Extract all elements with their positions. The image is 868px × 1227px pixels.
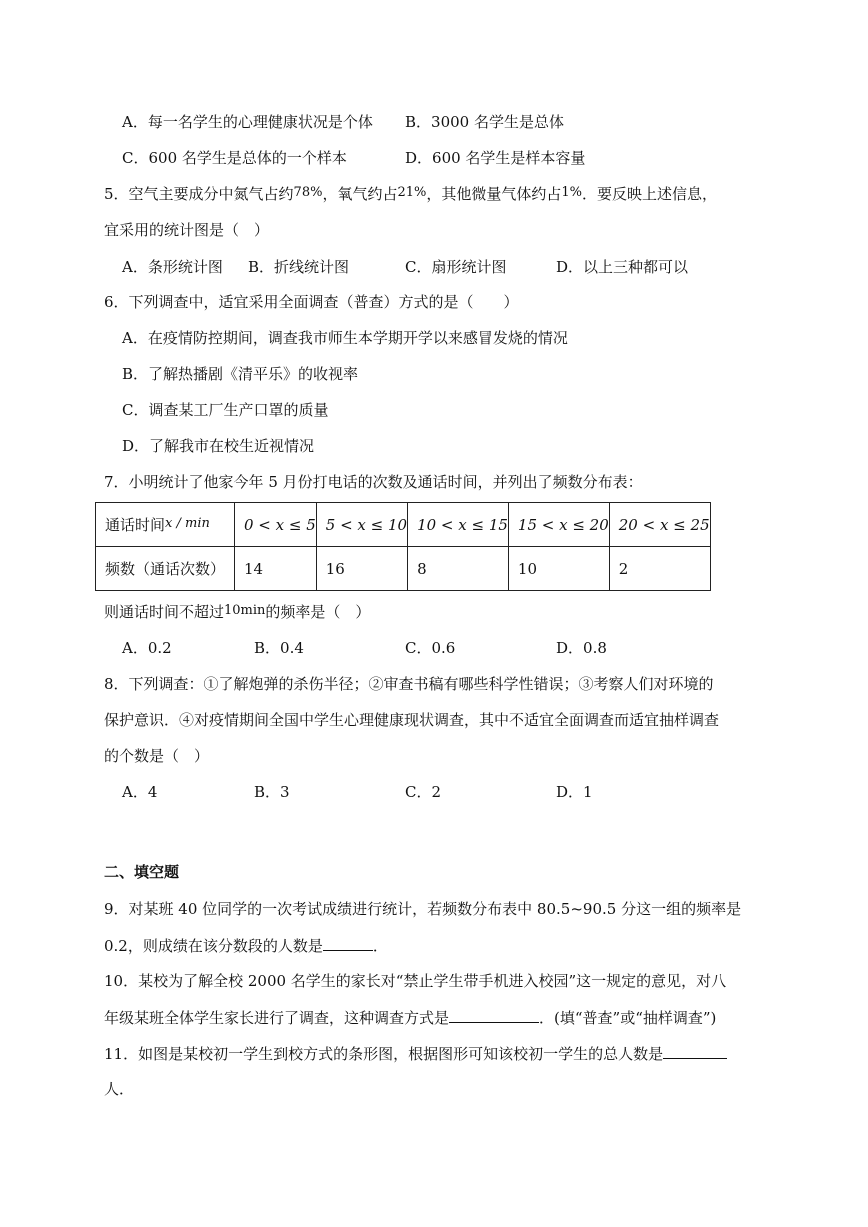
q6-option-a: A．在疫情防控期间，调查我市师生本学期开学以来感冒发烧的情况 [122,329,568,347]
q7-text-a: 则通话时间不超过 [104,603,225,621]
q8-stem-line2: 保护意识．④对疫情期间全国中学生心理健康现状调查，其中不适宜全面调查而适宜抽样调查 [104,711,720,729]
table-cell: 10 [508,547,609,591]
q7-option-c: C．0.6 [405,639,456,657]
q5-text-d: ．要反映上述信息， [582,185,718,203]
table-row [96,503,711,547]
q4-option-c: C．600 名学生是总体的一个样本 [122,149,347,167]
q6-option-c: C．调查某工厂生产口罩的质量 [122,401,329,419]
q5-stem-line1 [104,184,717,206]
table-cell: 2 [609,547,710,591]
q10-text-end: ．(填“普查”或“抽样调查”) [539,1009,717,1027]
q7-text-b: 的频率是（ ） [265,603,371,621]
q10-stem-line1: 10．某校为了解全校 2000 名学生的家长对“禁止学生带手机进入校园”这一规定的意见，对八 [104,972,727,990]
q9-stem-line2 [104,935,388,956]
table-cell: 10 < x ≤ 15 [408,503,509,547]
q9-stem-line1: 9．对某班 40 位同学的一次考试成绩进行统计，若频数分布表中 80.5~90.5 分这一组的频率是 [104,900,742,918]
q11-text: 11．如图是某校初一学生到校方式的条形图，根据图形可知该校初一学生的总人数是 [104,1045,664,1063]
q10-stem-line2 [104,1007,716,1028]
q8-option-c: C．2 [405,783,442,801]
answer-blank[interactable] [449,1007,539,1023]
table-cell: 15 < x ≤ 20 [508,503,609,547]
table-header-cell: 频数（通话次数） [96,547,235,591]
q5-option-d: D．以上三种都可以 [556,258,689,276]
q7-math: 10min [224,603,266,618]
q5-pct-nitrogen: 78% [293,185,323,200]
table-row [96,547,711,591]
time-unit: x / min [165,516,210,531]
q8-stem-line1: 8．下列调查：①了解炮弹的杀伤半径；②审查书稿有哪些科学性错误；③考察人们对环境的 [104,675,714,693]
q5-option-a: A．条形统计图 [122,258,223,276]
q7-stem: 7．小明统计了他家今年 5 月份打电话的次数及通话时间，并列出了频数分布表： [104,473,643,491]
q7-option-b: B．0.4 [254,639,304,657]
q8-stem-line3: 的个数是（ ） [104,747,210,765]
table-cell: 0 < x ≤ 5 [235,503,317,547]
q6-stem: 6．下列调查中，适宜采用全面调查（普查）方式的是（ ） [104,293,519,311]
frequency-table [95,502,711,591]
q5-text-a: 5．空气主要成分中氮气占约 [104,185,294,203]
q8-option-d: D．1 [556,783,593,801]
q4-option-a: A．每一名学生的心理健康状况是个体 [122,113,373,131]
table-cell: 14 [235,547,317,591]
answer-blank[interactable] [323,935,373,951]
q6-option-d: D．了解我市在校生近视情况 [122,437,315,455]
table-cell: 16 [316,547,407,591]
answer-blank[interactable] [663,1043,727,1059]
q5-pct-oxygen: 21% [397,185,427,200]
q8-option-a: A．4 [122,783,158,801]
q7-option-a: A．0.2 [122,639,172,657]
time-label: 通话时间 [105,516,166,534]
q9-text: 0.2，则成绩在该分数段的人数是 [104,937,323,955]
q5-option-b: B．折线统计图 [248,258,350,276]
q5-option-c: C．扇形统计图 [405,258,507,276]
q8-option-b: B．3 [254,783,290,801]
q5-pct-other: 1% [561,185,583,200]
q10-text: 年级某班全体学生家长进行了调查，这种调查方式是 [104,1009,450,1027]
q11-stem-line2: 人． [104,1080,135,1098]
q9-text-end: ． [372,937,388,955]
q4-option-b: B．3000 名学生是总体 [405,113,564,131]
table-cell: 20 < x ≤ 25 [609,503,710,547]
q5-stem-line2: 宜采用的统计图是（ ） [104,221,270,239]
q4-option-d: D．600 名学生是样本容量 [405,149,586,167]
q5-text-b: ，氧气约占 [322,185,398,203]
q5-text-c: ，其他微量气体约占 [426,185,562,203]
q6-option-b: B．了解热播剧《清平乐》的收视率 [122,365,359,383]
section-heading: 二、填空题 [104,863,180,881]
q11-stem-line1 [104,1043,727,1064]
table-cell: 5 < x ≤ 10 [316,503,407,547]
q7-question [104,602,370,624]
table-header-cell [96,503,235,547]
q7-option-d: D．0.8 [556,639,607,657]
table-cell: 8 [408,547,509,591]
